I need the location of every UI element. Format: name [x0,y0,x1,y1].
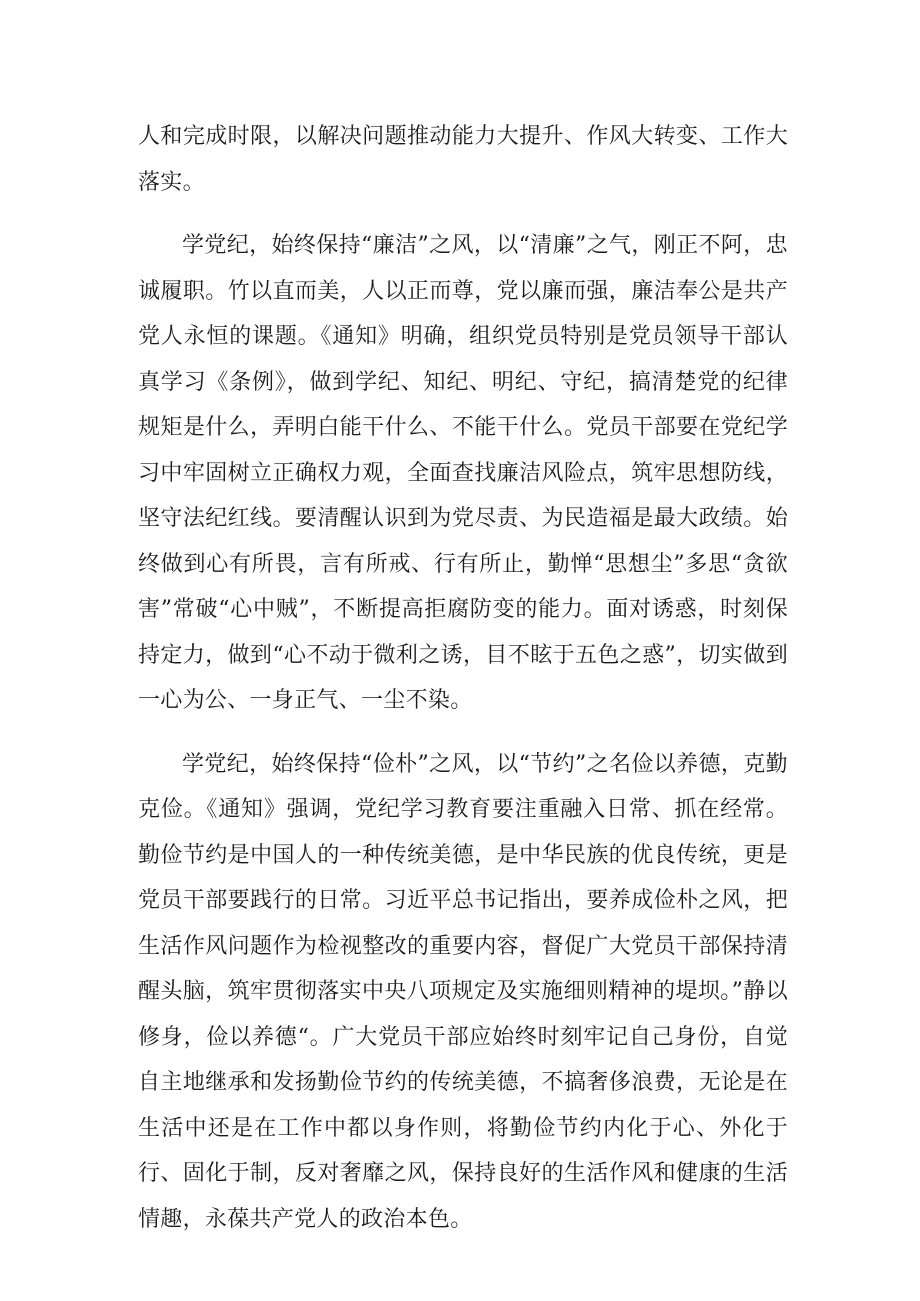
paragraph-frugality: 学党纪，始终保持“俭朴”之风，以“节约”之名俭以养德，克勤克俭。《通知》强调，党纪学习教育要注重融入日常、抓在经常。勤俭节约是中国人的一种传统美德，是中华民族的优良传统，更是党员干部要践行的日常。习近平总书记指出，要养成俭朴之风，把生活作风问题作为检视整改的重要内容，督促广大党员干部保持清醒头脑，筑牢贯彻落实中央八项规定及实施细则精神的堤坝。”静以修身，俭以养德“。广大党员干部应始终时刻牢记自己身份，自觉自主地继承和发扬勤俭节约的传统美德，不搞奢侈浪费，无论是在生活中还是在工作中都以身作则，将勤俭节约内化于心、外化于行、固化于制，反对奢靡之风，保持良好的生活作风和健康的生活情趣，永葆共产党人的政治本色。 [138,751,788,1232]
paragraph-integrity: 学党纪，始终保持“廉洁”之风，以“清廉”之气，刚正不阿，忠诚履职。竹以直而美，人以正而尊，党以廉而强，廉洁奉公是共产党人永恒的课题。《通知》明确，组织党员特别是党员领导干部认真学习《条例》，做到学纪、知纪、明纪、守纪，搞清楚党的纪律规矩是什么，弄明白能干什么、不能干什么。党员干部要在党纪学习中牢固树立正确权力观，全面查找廉洁风险点，筑牢思想防线，坚守法纪红线。要清醒认识到为党尽责、为民造福是最大政绩。始终做到心有所畏，言有所戒、行有所止，勤惮“思想尘”多思“贪欲害”常破“心中贼”，不断提高拒腐防变的能力。面对诱惑，时刻保持定力，做到“心不动于微利之诱，目不眩于五色之惑”，切实做到一心为公、一身正气、一尘不染。 [138,233,788,713]
paragraph-continuation: 人和完成时限，以解决问题推动能力大提升、作风大转变、工作大落实。 [138,124,788,195]
document-body [138,114,788,1242]
